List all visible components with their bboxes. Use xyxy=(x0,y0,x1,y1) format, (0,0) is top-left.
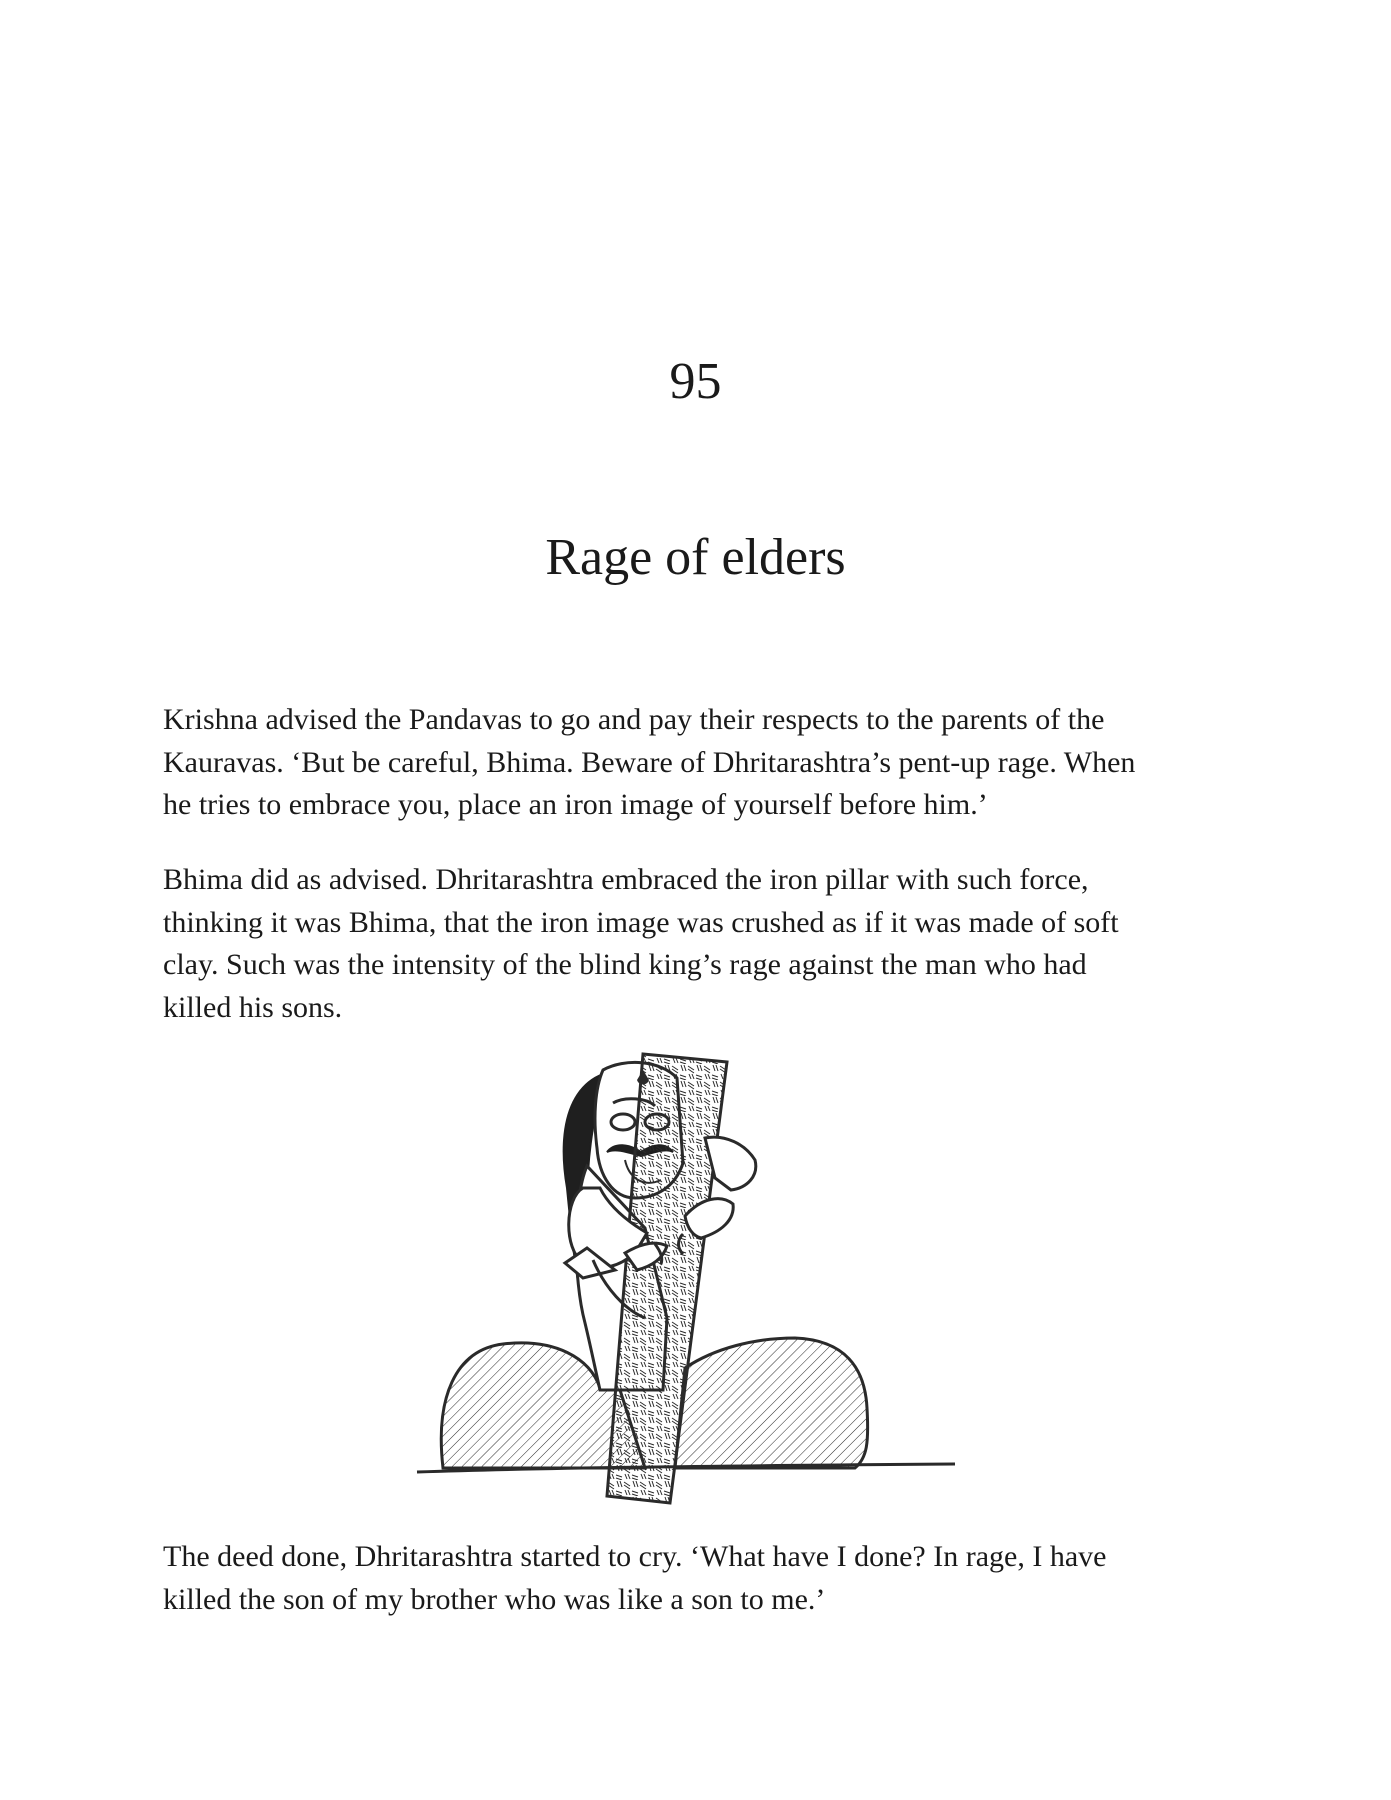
chapter-title: Rage of elders xyxy=(545,529,846,586)
paragraph-line: Krishna advised the Pandavas to go and pay their respects to the parents of the xyxy=(163,703,1105,736)
paragraph-line: he tries to embrace you, place an iron image of yourself before him.’ xyxy=(163,788,988,821)
paragraph-line: killed his sons. xyxy=(163,990,343,1024)
paragraph-line: thinking it was Bhima, that the iron image was crushed as if it was made of soft xyxy=(163,905,1119,939)
dhritarashtra-embracing-iron-pillar-illustration xyxy=(415,1048,975,1518)
paragraph-1 xyxy=(163,699,1243,827)
paragraph-line: Bhima did as advised. Dhritarashtra embraced the iron pillar with such force, xyxy=(163,863,1089,896)
paragraph-3 xyxy=(163,1536,1243,1621)
paragraph-line: The deed done, Dhritarashtra started to cry. ‘What have I done? In rage, I have xyxy=(163,1540,1107,1573)
chapter-number: 95 xyxy=(669,353,722,410)
paragraph-line: Kauravas. ‘But be careful, Bhima. Beware of Dhritarashtra’s pent-up rage. When xyxy=(163,745,1136,779)
paragraph-line: killed the son of my brother who was like a son to me.’ xyxy=(163,1582,826,1616)
paragraph-line: clay. Such was the intensity of the blind king’s rage against the man who had xyxy=(163,948,1087,981)
paragraph-2 xyxy=(163,859,1243,1029)
